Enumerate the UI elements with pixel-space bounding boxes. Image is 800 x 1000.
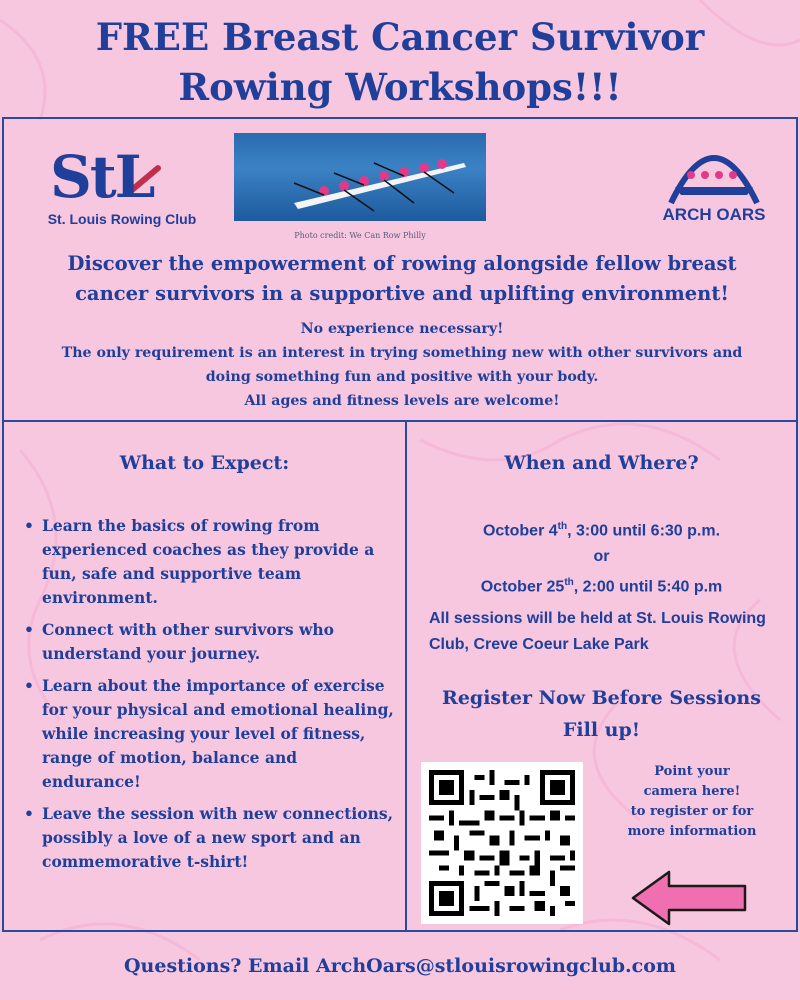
expect-item: • Connect with other survivors who understand your journey. (22, 618, 397, 666)
st-louis-rowing-club-logo (32, 139, 212, 239)
stl-club-name: St. Louis Rowing Club (47, 211, 197, 227)
contact-footer: Questions? Email ArchOars@stlouisrowingclub.com (123, 955, 677, 977)
photo-credit: Photo credit: We Can Row Philly (294, 231, 426, 240)
intro-line-1: No experience necessary! (300, 321, 504, 337)
point-line-3: to register or for (630, 804, 754, 819)
qr-instructions (607, 762, 777, 842)
session-dates (407, 514, 796, 601)
expect-item: • Leave the session with new connections, possibly a love of a new sport and an commemorative t-shirt! (22, 802, 397, 874)
expect-list (22, 514, 397, 882)
register-line-2: Fill up! (562, 719, 641, 741)
session-location: All sessions will be held at St. Louis Rowing Club, Creve Coeur Lake Park (429, 610, 766, 653)
intro-headline (4, 249, 800, 309)
arch-oars-name: ARCH OARS (662, 205, 766, 224)
expect-item: • Learn the basics of rowing from experienced coaches as they provide a fun, safe and supportive team environment. (22, 514, 397, 610)
arrow-left-icon (629, 868, 749, 928)
session-or: or (593, 548, 610, 566)
headline-line-1: Discover the empowerment of rowing alongside fellow breast (67, 252, 737, 275)
point-line-2: camera here! (643, 784, 741, 799)
what-to-expect-heading: What to Expect: (119, 452, 290, 474)
title-line-1: FREE Breast Cancer Survivor (95, 15, 705, 59)
intro-line-3: doing something fun and positive with your body. (205, 369, 599, 385)
intro-details (4, 317, 800, 413)
when-and-where-heading: When and Where? (504, 452, 699, 474)
title-line-2: Rowing Workshops!!! (178, 65, 622, 109)
arch-oars-logo (659, 133, 769, 233)
intro-line-2: The only requirement is an interest in trying something new with other survivors and (61, 345, 743, 361)
expect-item: • Learn about the importance of exercise for your physical and emotional healing, while increasing your level of fitness, range of motion, balance and endurance! (22, 674, 397, 794)
stl-mark: StL (50, 143, 154, 211)
point-line-4: more information (627, 824, 757, 839)
headline-line-2: cancer survivors in a supportive and uplifting environment! (75, 282, 729, 305)
rowing-team-photo (234, 133, 486, 221)
qr-code-icon (429, 770, 575, 916)
rowing-boat-illustration (234, 133, 486, 221)
intro-line-4: All ages and fitness levels are welcome! (244, 393, 560, 409)
session-1: October 4th, 3:00 until 6:30 p.m. (482, 521, 721, 540)
when-and-where-panel (405, 420, 798, 932)
session-2: October 25th, 2:00 until 5:40 p.m (480, 577, 723, 596)
register-heading (407, 682, 796, 746)
arch-icon (659, 133, 769, 205)
registration-qr-code[interactable] (421, 762, 583, 924)
point-line-1: Point your (654, 764, 730, 779)
intro-panel (2, 117, 798, 422)
what-to-expect-panel (2, 420, 407, 932)
register-line-1: Register Now Before Sessions (442, 687, 761, 709)
page-title (0, 12, 800, 112)
